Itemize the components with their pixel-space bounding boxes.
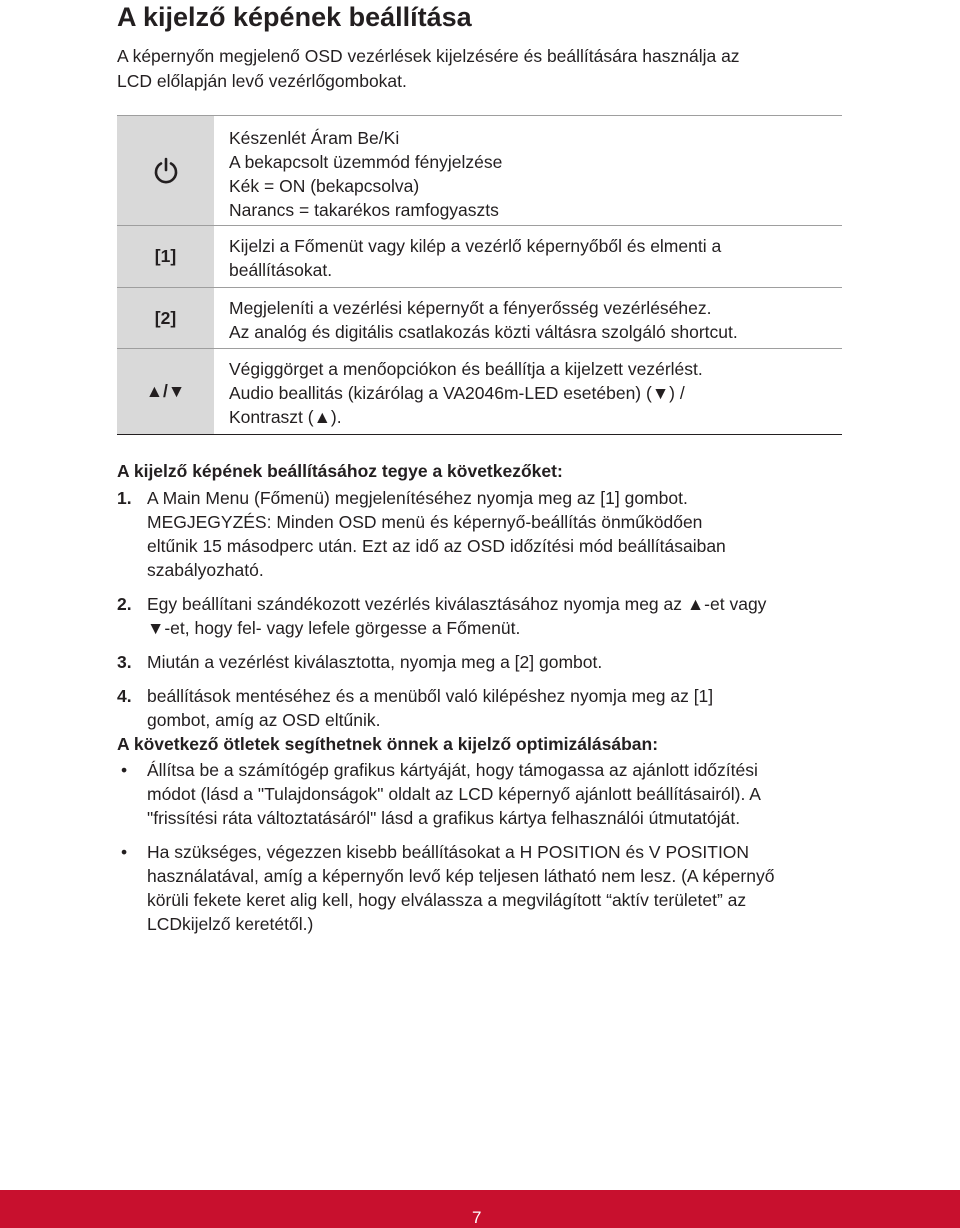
desc-line: Készenlét Áram Be/Ki <box>229 128 400 148</box>
desc-line: Végiggörget a menőopciókon és beállítja a kijelzett vezérlést. <box>229 359 703 379</box>
desc-line: beállításokat. <box>229 260 333 280</box>
steps-list <box>117 486 837 732</box>
page-title: A kijelző képének beállítása <box>117 2 472 32</box>
step-line: A Main Menu (Főmenü) megjelenítéséhez nyomja meg az [1] gombot. <box>147 488 688 508</box>
step-line: eltűnik 15 másodperc után. Ezt az idő az OSD időzítési mód beállításaiban <box>147 536 726 556</box>
desc-line: Kijelzi a Főmenüt vagy kilép a vezérlő képernyőből és elmenti a <box>229 236 722 256</box>
desc-line: Az analóg és digitális csatlakozás közti váltásra szolgáló shortcut. <box>229 322 738 342</box>
page-number: 7 <box>472 1208 482 1227</box>
desc-line: Kontraszt (▲). <box>229 407 342 427</box>
step-line: ▼-et, hogy fel- vagy lefele görgesse a Főmenüt. <box>147 618 521 638</box>
table-row <box>117 226 842 288</box>
controls-table <box>117 115 842 435</box>
step-line: szabályozható. <box>147 560 264 580</box>
key-cell-power <box>117 116 216 225</box>
step-text <box>147 592 766 640</box>
tip-line: LCDkijelző keretétől.) <box>147 914 314 934</box>
list-item <box>117 758 837 830</box>
desc-line: Narancs = takarékos ramfogyaszts <box>229 200 499 220</box>
step-line: beállítások mentéséhez és a menüből való kilépéshez nyomja meg az [1] <box>147 686 714 706</box>
desc-cell <box>216 226 842 287</box>
step-number: 4. <box>117 686 132 706</box>
power-icon <box>153 157 179 185</box>
list-item <box>117 650 837 674</box>
desc-line: Megjeleníti a vezérlési képernyőt a fényerősség vezérléséhez. <box>229 298 712 318</box>
tip-line: használatával, amíg a képernyőn levő kép teljesen látható nem lesz. (A képernyő <box>147 866 775 886</box>
step-text <box>147 650 602 674</box>
step-line: gombot, amíg az OSD eltűnik. <box>147 710 381 730</box>
tip-line: körüli fekete keret alig kell, hogy elválassza a megvilágított “aktív területet” az <box>147 890 747 910</box>
tip-text <box>147 840 774 936</box>
step-line: MEGJEGYZÉS: Minden OSD menü és képernyő-beállítás önműködően <box>147 512 703 532</box>
table-row <box>117 349 842 435</box>
desc-line: Kék = ON (bekapcsolva) <box>229 176 420 196</box>
key-cell-arrows: ▲/▼ <box>117 349 216 434</box>
tip-line: módot (lásd a "Tulajdonságok" oldalt az LCD képernyő ajánlott beállításairól). A <box>147 784 761 804</box>
key-cell-2: [2] <box>117 288 216 348</box>
step-text <box>147 486 726 582</box>
step-line: Miután a vezérlést kiválasztotta, nyomja meg a [2] gombot. <box>147 652 603 672</box>
desc-line: A bekapcsolt üzemmód fényjelzése <box>229 152 503 172</box>
step-number: 1. <box>117 488 132 508</box>
table-row <box>117 116 842 226</box>
intro-paragraph <box>117 44 837 94</box>
step-text <box>147 684 713 732</box>
steps-heading: A kijelző képének beállításához tegye a következőket: <box>117 461 563 481</box>
desc-cell <box>216 116 842 225</box>
intro-line: LCD előlapján levő vezérlőgombokat. <box>117 71 407 91</box>
step-line: Egy beállítani szándékozott vezérlés kiválasztásához nyomja meg az ▲-et vagy <box>147 594 767 614</box>
list-item <box>117 486 837 582</box>
step-number: 2. <box>117 594 132 614</box>
list-item <box>117 592 837 640</box>
bullet: • <box>121 842 128 862</box>
step-number: 3. <box>117 652 132 672</box>
tip-line: Ha szükséges, végezzen kisebb beállításokat a H POSITION és V POSITION <box>147 842 750 862</box>
desc-cell <box>216 349 842 434</box>
tip-line: Állítsa be a számítógép grafikus kártyáját, hogy támogassa az ajánlott időzítési <box>147 760 758 780</box>
table-row <box>117 288 842 349</box>
desc-cell <box>216 288 842 348</box>
tips-list <box>117 758 837 936</box>
list-item <box>117 840 837 936</box>
list-item <box>117 684 837 732</box>
desc-line: Audio beallitás (kizárólag a VA2046m-LED esetében) (▼) / <box>229 383 685 403</box>
key-cell-1: [1] <box>117 226 216 287</box>
tip-text <box>147 758 761 830</box>
intro-line: A képernyőn megjelenő OSD vezérlések kijelzésére és beállítására használja az <box>117 46 740 66</box>
tips-heading: A következő ötletek segíthetnek önnek a kijelző optimizálásában: <box>117 734 659 754</box>
tip-line: "frissítési ráta változtatásáról" lásd a grafikus kártya felhasználói útmutatóját. <box>147 808 741 828</box>
bullet: • <box>121 760 128 780</box>
